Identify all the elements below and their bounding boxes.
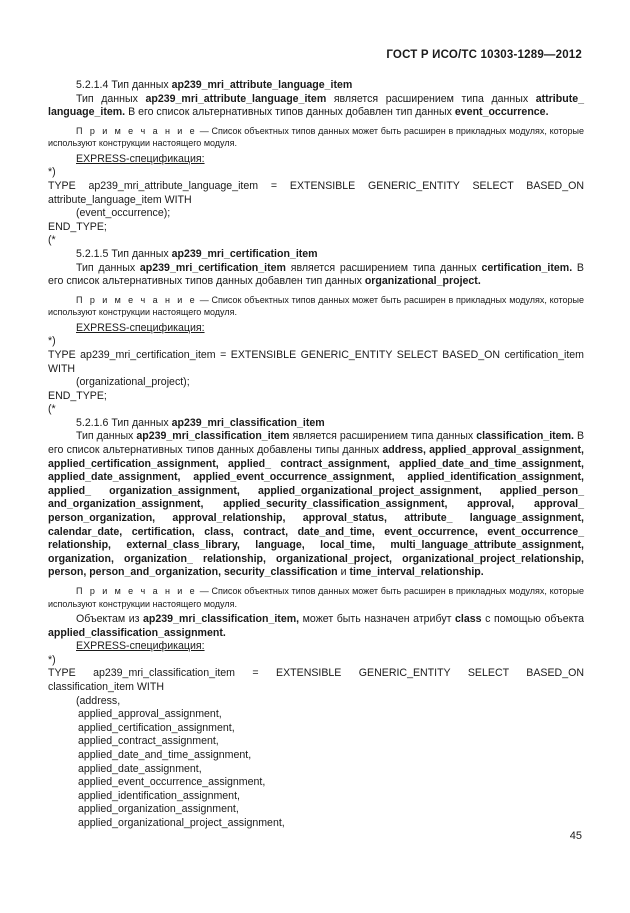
type-member: applied_contract_assignment, [78,735,219,748]
text-run: В его список альтернативных типов данных добавлен тип данных [125,106,455,119]
added-type-name: time_interval_relationship. [349,566,484,579]
page-number: 45 [569,830,582,842]
section-paragraph-5-2-1-5 [48,262,584,289]
section-heading-5-2-1-6 [48,417,584,431]
added-type-list: address, applied_approval_assignment, applied_certification_assignment, applied_ contract_assignment, applied_date_and_time_assignment, applied_date_assignment, applied_event_occurrence_assignment, applied_identification_assignment, applied_ organization_assignment, applied_organizational_project_assignment, applied_person_ and_organization_assignment, applied_security_classification_assignment, approval, approval_ person_organization, approval_relationship, approval_status, attribute_ language_assignment, calendar_date, certification, class, contract, date_and_time, event_occurrence, event_occurrence_ relationship, external_class_library, language, local_time, multi_language_attribute_assignment, organization, organization_ relationship, organizational_project, organizational_project_relationship, person, person_and_organization, security_classification [48,444,584,579]
added-type-name: event_occurrence. [454,106,549,119]
type-members-5-2-1-4: (event_occurrence); [76,207,171,220]
note-label: П р и м е ч а н и е [76,294,197,305]
type-name: ap239_mri_certification_item [139,261,286,274]
type-members-5-2-1-5: (organizational_project); [76,376,190,389]
heading-type-name: ap239_mri_classification_item [171,416,325,429]
text-run: с помощью объекта [481,613,585,625]
assignment-paragraph [48,613,584,640]
type-member: applied_organization_assignment, [78,803,239,816]
type-member: applied_approval_assignment, [78,708,222,721]
text-run: и [337,566,350,579]
type-name: ap239_mri_classification_item, [143,613,300,625]
comment-close: *) [48,653,56,666]
text-run: Тип данных [76,430,137,443]
note-5-2-1-6 [48,585,584,610]
note-label: П р и м е ч а н и е [76,586,197,596]
note-label: П р и м е ч а н и е [76,125,197,136]
type-declaration-5-2-1-4: TYPE ap239_mri_attribute_language_item = EXTENSIBLE GENERIC_ENTITY SELECT BASED_ON attribute_language_item WITH [48,179,584,206]
heading-prefix: 5.2.1.6 Тип данных [76,416,172,429]
extended-type-name: classification_item. [476,430,574,443]
type-member: applied_date_assignment, [78,762,202,775]
type-member: applied_organizational_project_assignment, [78,816,285,829]
comment-close: *) [48,166,56,179]
type-member: applied_certification_assignment, [78,721,235,734]
express-label-5-2-1-5 [48,322,584,336]
type-member-list [48,708,584,830]
section-heading-5-2-1-5 [48,248,584,262]
comment-open: (* [48,403,56,416]
heading-type-name: ap239_mri_attribute_language_item [171,79,353,91]
type-member-first: (address, [76,694,121,707]
type-member: applied_date_and_time_assignment, [78,748,252,761]
text-run: Объектам из [76,613,144,625]
text-run: является расширением типа данных [289,430,477,443]
express-spec-label: EXPRESS-спецификация: [76,152,205,165]
type-declaration-5-2-1-5: TYPE ap239_mri_certification_item = EXTENSIBLE GENERIC_ENTITY SELECT BASED_ON certification_item WITH [48,348,584,375]
comment-close: *) [48,335,56,348]
extended-type-name: certification_item. [481,261,573,274]
text-run: может быть назначен атрибут [299,613,456,625]
attribute-name: class [455,613,482,625]
note-5-2-1-5 [48,294,584,319]
added-type-name: organizational_project. [364,275,481,288]
document-body [48,79,584,831]
note-text: — Список объектных типов данных может быть расширен в прикладных модулях, которые используют конструкции настоящего модуля. [48,125,584,149]
text-run: В его список альтернативных типов данных добавлены типы данных [48,430,585,457]
note-5-2-1-4 [48,125,584,150]
type-declaration-5-2-1-6: TYPE ap239_mri_classification_item = EXTENSIBLE GENERIC_ENTITY SELECT BASED_ON classification_item WITH [48,667,584,693]
express-label-5-2-1-6 [48,640,584,654]
heading-prefix: 5.2.1.5 Тип данных [76,247,172,260]
comment-open: (* [48,234,56,247]
heading-prefix: 5.2.1.4 Тип данных [76,79,172,91]
type-name: ap239_mri_attribute_language_item [145,92,327,105]
type-name: ap239_mri_classification_item [136,430,290,443]
text-run: Тип данных [76,261,140,274]
express-spec-label: EXPRESS-спецификация: [76,321,205,334]
express-label-5-2-1-4 [48,153,584,167]
note-text: — Список объектных типов данных может быть расширен в прикладных модулях, которые используют конструкции настоящего модуля. [48,586,584,609]
text-run: В его список альтернативных типов данных добавлен тип данных [48,261,584,288]
section-paragraph-5-2-1-4 [48,93,584,120]
type-member: applied_event_occurrence_assignment, [78,776,266,789]
heading-type-name: ap239_mri_certification_item [171,247,318,260]
text-run: является расширением типа данных [285,261,482,274]
express-spec-label: EXPRESS-спецификация: [76,640,205,653]
object-name: applied_classification_assignment. [48,626,226,639]
note-text: — Список объектных типов данных может быть расширен в прикладных модулях, которые используют конструкции настоящего модуля. [48,294,584,318]
text-run: является расширением типа данных [326,92,536,105]
text-run: Тип данных [76,92,146,105]
section-heading-5-2-1-4 [48,79,584,93]
end-type: END_TYPE; [48,220,107,233]
type-member: applied_identification_assignment, [78,789,240,802]
document-header: ГОСТ Р ИСО/ТС 10303-1289—2012 [386,49,582,61]
extended-type-name: attribute_ language_item. [48,92,585,119]
section-paragraph-5-2-1-6 [48,430,584,580]
end-type: END_TYPE; [48,389,107,402]
